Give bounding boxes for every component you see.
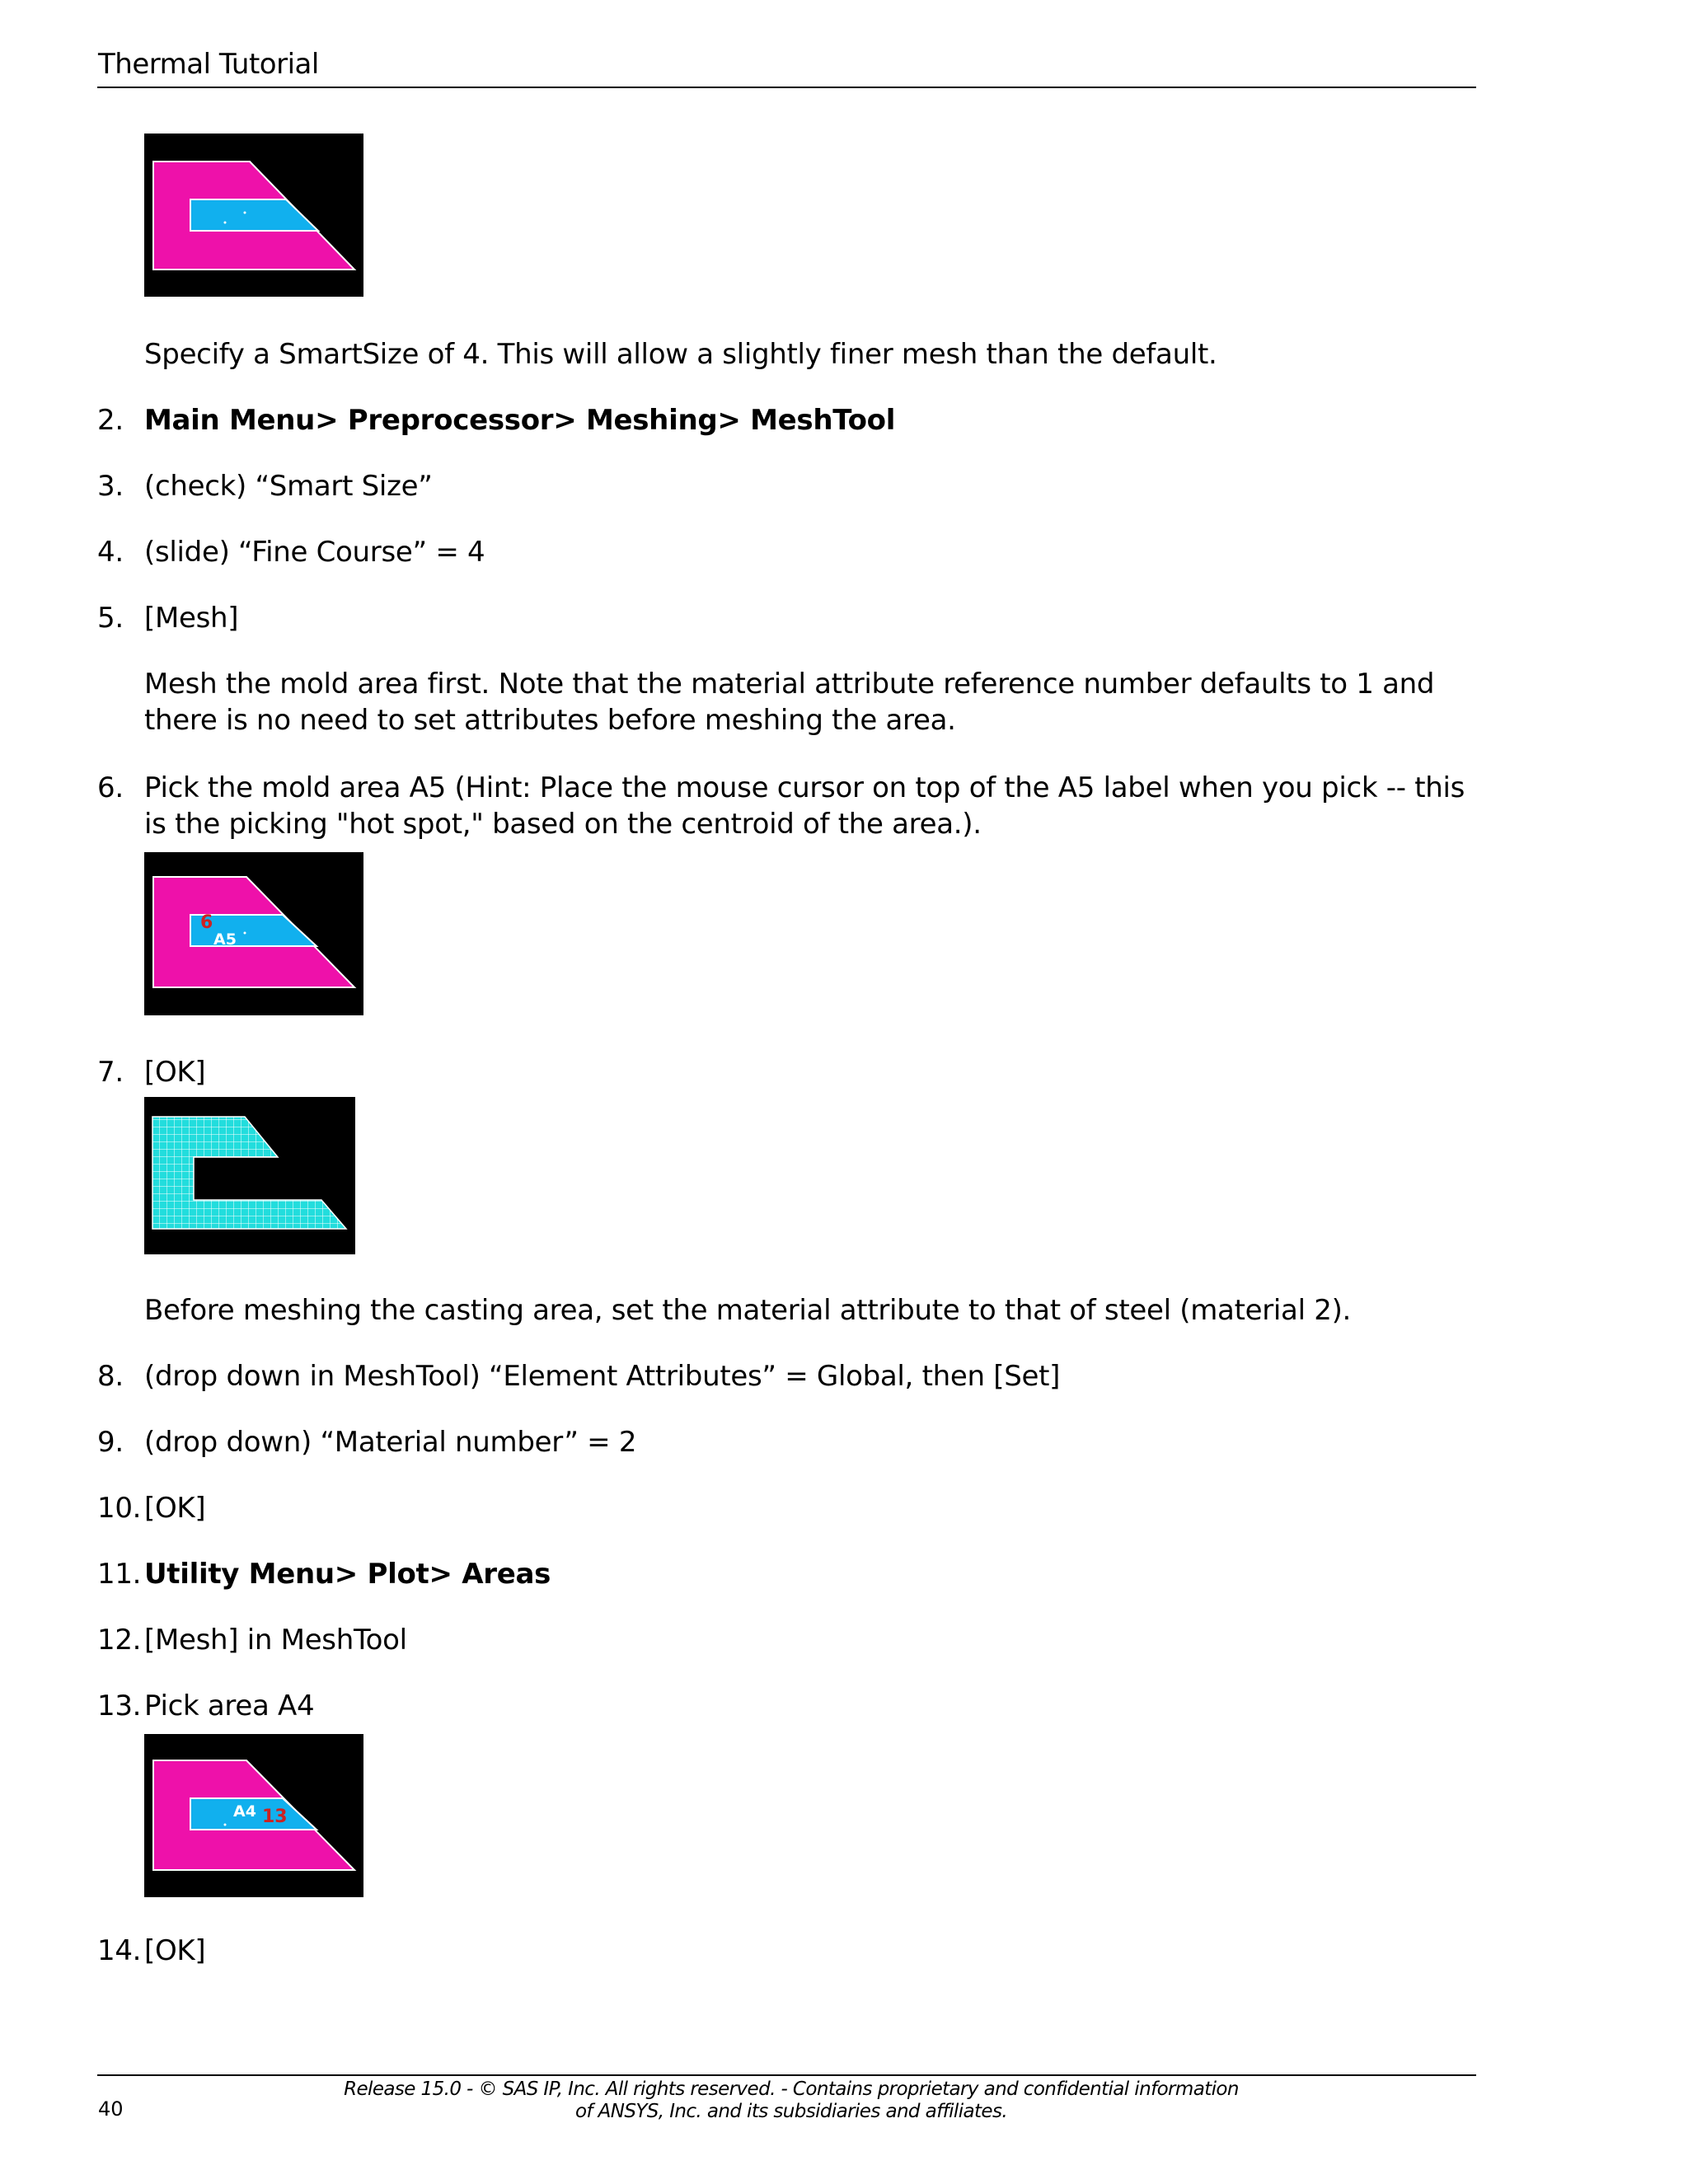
step-text: [OK] xyxy=(144,1934,206,1967)
step-text: [Mesh] in MeshTool xyxy=(144,1624,407,1657)
step-3 xyxy=(97,468,1482,504)
step-text: (check) “Smart Size” xyxy=(144,470,433,503)
area-label: A4 xyxy=(233,1802,256,1821)
step-text: (drop down) “Material number” = 2 xyxy=(144,1426,637,1459)
step-9 xyxy=(97,1424,1482,1460)
step-text xyxy=(144,1556,1479,1592)
step-12 xyxy=(97,1622,1482,1658)
step-8 xyxy=(97,1358,1482,1394)
line-label: 13 xyxy=(262,1807,288,1827)
copyright-notice xyxy=(297,2079,1286,2123)
copyright-line-1: Release 15.0 - © SAS IP, Inc. All rights reserved. - Contains proprietary and confidential information xyxy=(344,2079,1239,2100)
step-6 xyxy=(97,770,1482,842)
footer-divider xyxy=(97,2074,1476,2076)
step-number: 6. xyxy=(97,771,124,804)
figure-pick-a5 xyxy=(144,852,363,1015)
step-5 xyxy=(97,600,1482,636)
step-14 xyxy=(97,1933,1482,1969)
intro-paragraph: Specify a SmartSize of 4. This will allow a slightly finer mesh than the default. xyxy=(144,338,1217,371)
mesh-note-paragraph: Mesh the mold area first. Note that the material attribute reference number defaults to 1 and there is no need to set attributes before meshing the area. xyxy=(144,668,1435,737)
step-text: (drop down in MeshTool) “Element Attributes” = Global, then [Set] xyxy=(144,1360,1061,1393)
step-number: 13. xyxy=(97,1690,142,1722)
step-number: 2. xyxy=(97,404,124,437)
step-text: Pick the mold area A5 (Hint: Place the mouse cursor on top of the A5 label when you pick -- this is the picking "hot spot," based on the centroid of the area.). xyxy=(144,771,1465,841)
area-label: A5 xyxy=(213,930,237,949)
step-text: Pick area A4 xyxy=(144,1690,315,1722)
step-number: 4. xyxy=(97,536,124,569)
casting-area xyxy=(190,199,318,231)
step-10 xyxy=(97,1490,1482,1526)
step-number: 8. xyxy=(97,1360,124,1393)
step-text: [OK] xyxy=(144,1492,206,1525)
line-label: 6 xyxy=(200,912,213,933)
step-4 xyxy=(97,534,1482,570)
page-number: 40 xyxy=(98,2097,124,2121)
step-7 xyxy=(97,1054,1482,1090)
step-text xyxy=(144,402,1479,438)
figure-mold-mesh xyxy=(144,1097,355,1254)
step-number: 10. xyxy=(97,1492,142,1525)
step-number: 7. xyxy=(97,1056,124,1089)
menu-path: Main Menu> Preprocessor> Meshing> MeshTool xyxy=(144,404,896,437)
step-number: 3. xyxy=(97,470,124,503)
step-text: [Mesh] xyxy=(144,602,239,635)
step-number: 9. xyxy=(97,1426,124,1459)
mold-mesh xyxy=(152,1117,346,1229)
figure-pick-a4 xyxy=(144,1734,363,1897)
step-number: 12. xyxy=(97,1624,142,1657)
step-number: 11. xyxy=(97,1558,142,1591)
running-header: Thermal Tutorial xyxy=(98,48,319,81)
step-13 xyxy=(97,1688,1482,1724)
menu-path: Utility Menu> Plot> Areas xyxy=(144,1558,551,1591)
step-11 xyxy=(97,1556,1482,1592)
step-number: 14. xyxy=(97,1934,142,1967)
step-2 xyxy=(97,402,1482,438)
step-number: 5. xyxy=(97,602,124,635)
figure-areas-plot xyxy=(144,134,363,297)
step-text: (slide) “Fine Course” = 4 xyxy=(144,536,485,569)
header-divider xyxy=(97,87,1476,88)
step-text: [OK] xyxy=(144,1056,206,1089)
copyright-line-2: of ANSYS, Inc. and its subsidiaries and affiliates. xyxy=(574,2101,1008,2122)
casting-note-paragraph: Before meshing the casting area, set the material attribute to that of steel (material 2). xyxy=(144,1294,1352,1327)
